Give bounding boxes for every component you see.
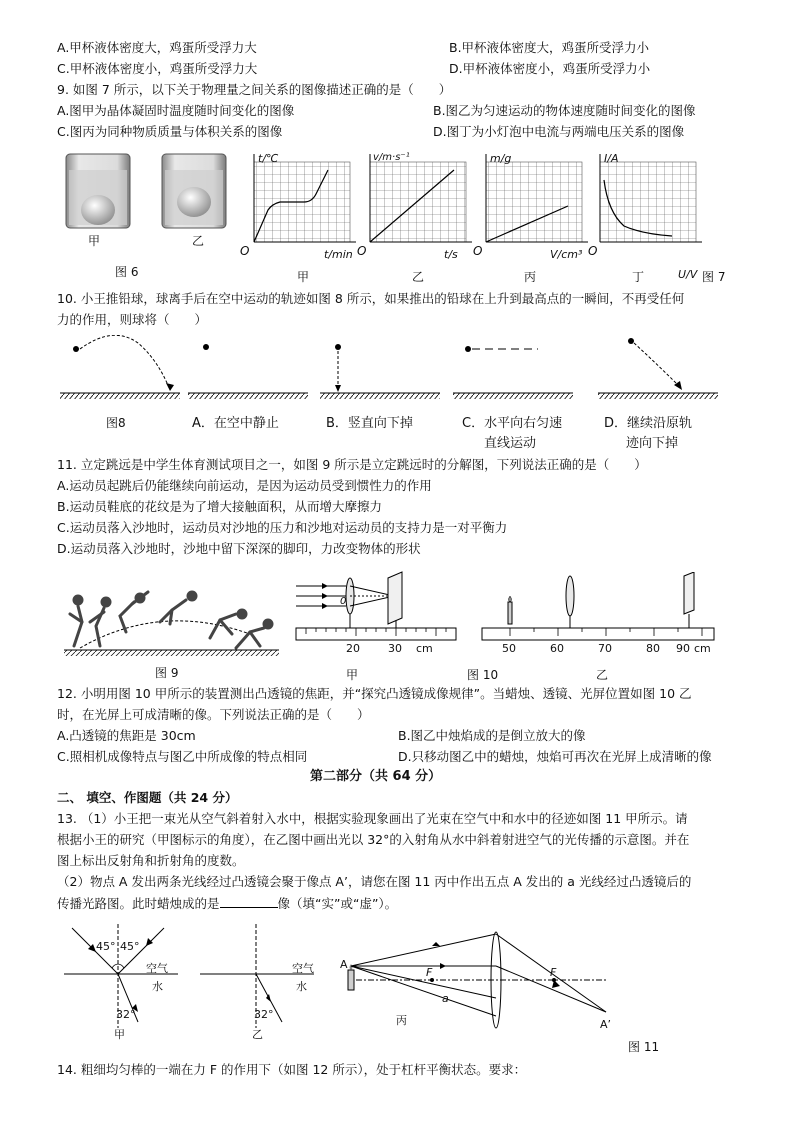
fig11-yi-air: 空气	[292, 962, 314, 975]
graph-jia-origin: O	[240, 244, 250, 258]
figure-7-caption: 图 7	[702, 270, 726, 284]
fig8-option-a: A．在空中静止	[192, 416, 279, 431]
graph-jia-xlabel: t/min	[324, 248, 353, 261]
figure-6-label-yi: 乙	[192, 234, 205, 248]
section-fill-in-title: 二、 填空、作图题（共 24 分）	[57, 790, 238, 805]
graph-bing-ylabel: m/g	[490, 152, 512, 165]
q8-option-c: C.甲杯液体密度小，鸡蛋所受浮力大	[57, 61, 258, 76]
fig11-jia-name: 甲	[114, 1028, 125, 1041]
figure-7	[232, 150, 732, 285]
q13-line1: 13. （1）小王把一束光从空气斜着射入水中，根据实验现象画出了光束在空气中和水中的径迹如图 11 甲所示。请	[57, 811, 688, 826]
q8-option-a: A.甲杯液体密度大，鸡蛋所受浮力大	[57, 40, 257, 55]
figure-10-jia-tick-20: 20	[346, 642, 360, 655]
graph-yi-xlabel: t/s	[444, 248, 458, 261]
q9-stem: 9. 如图 7 所示，以下关于物理量之间关系的图像描述正确的是（ ）	[57, 82, 452, 97]
q13-line3: 图上标出反射角和折射角的度数。	[57, 853, 245, 868]
figure-8-caption: 图8	[106, 416, 126, 430]
graph-bing-name: 丙	[524, 270, 537, 284]
figure-10-yi	[478, 572, 718, 682]
figure-6	[60, 150, 230, 280]
figure-10-yi-tick-80: 80	[646, 642, 660, 655]
graph-yi-ylabel: v/m·s⁻¹	[373, 152, 410, 163]
fig8-option-d-line2: 迹向下掉	[626, 436, 679, 451]
figure-8-drawings	[58, 335, 738, 405]
q9-option-d: D.图丁为小灯泡中电流与两端电压关系的图像	[433, 124, 685, 139]
part2-title: 第二部分（共 64 分）	[310, 769, 442, 784]
q12-option-a: A.凸透镜的焦距是 30cm	[57, 728, 196, 743]
graph-bing	[486, 154, 588, 242]
figure-10-yi-tick-60: 60	[550, 642, 564, 655]
fig11-jia-angle3: 32°	[116, 1008, 136, 1021]
graph-yi	[370, 154, 472, 242]
fig8-option-d-line1: D．继续沿原轨	[604, 416, 693, 431]
figure-11-bing	[348, 932, 606, 1028]
q9-option-c: C.图丙为同种物质质量与体积关系的图像	[57, 124, 283, 139]
q13-line5-text-a: 传播光路图。此时蜡烛成的是	[57, 896, 220, 911]
q12-stem-line1: 12. 小明用图 10 甲所示的装置测出凸透镜的焦距，并“探究凸透镜成像规律”。当蜡烛、透镜、光屏位置如图 10 乙	[57, 686, 692, 701]
fig8-option-c-line1: C．水平向右匀速	[462, 416, 563, 431]
figure-9	[60, 562, 285, 680]
fig11-jia-angle2: 45°	[120, 940, 140, 953]
figure-10-jia-tick-30: 30	[388, 642, 402, 655]
long-jump-sequence	[60, 562, 285, 657]
figure-10-yi-label: 乙	[596, 668, 609, 682]
fig11-bing-F-left: F	[426, 966, 433, 979]
graph-bing-origin: O	[473, 244, 483, 258]
q12-stem-line2: 时，在光屏上可成清晰的像。下列说法正确的是（ ）	[57, 707, 370, 722]
figure-11-caption: 图 11	[628, 1040, 660, 1054]
figure-7-graphs	[232, 150, 732, 285]
fig11-bing-A: A	[340, 958, 348, 971]
graph-yi-name: 乙	[412, 270, 425, 284]
q8-option-b: B.甲杯液体密度大，鸡蛋所受浮力小	[449, 40, 650, 55]
graph-bing-xlabel: V/cm³	[550, 248, 583, 261]
graph-yi-origin: O	[357, 244, 367, 258]
graph-ding-ylabel: I/A	[604, 152, 619, 165]
figure-10-yi-tick-50: 50	[502, 642, 516, 655]
q11-option-a: A.运动员起跳后仍能继续向前运动，是因为运动员受到惯性力的作用	[57, 478, 432, 493]
figure-8	[58, 335, 738, 450]
q13-line5	[57, 895, 397, 912]
fig11-yi-water: 水	[296, 980, 307, 993]
q13-line4: （2）物点 A 发出两条光线经过凸透镜会聚于像点 A’，请您在图 11 丙中作出五点 A 发出的 a 光线经过凸透镜后的	[57, 874, 692, 889]
fig11-yi-angle: 32°	[254, 1008, 274, 1021]
graph-jia-name: 甲	[297, 270, 310, 284]
figure-10-jia	[292, 570, 462, 682]
figure-10-jia-tick-cm: cm	[416, 642, 433, 655]
graph-jia-ylabel: t/℃	[258, 152, 279, 165]
figure-10-yi-tick-70: 70	[598, 642, 612, 655]
q11-option-b: B.运动员鞋底的花纹是为了增大接触面积，从而增大摩擦力	[57, 499, 383, 514]
fig11-bing-F-right: F	[550, 966, 557, 979]
figure-10-jia-label: 甲	[346, 668, 359, 682]
q12-option-b: B.图乙中烛焰成的是倒立放大的像	[398, 728, 586, 743]
figure-6-label-jia: 甲	[88, 234, 101, 248]
q13-line2: 根据小王的研究（甲图标示的角度），在乙图中画出光以 32°的入射角从水中斜着射进空气的光传播的示意图。并在	[57, 832, 690, 847]
figure-10-jia-lens-label: 0	[340, 596, 347, 607]
figure-10-caption: 图 10	[467, 668, 499, 682]
fig11-bing-name: 丙	[396, 1014, 407, 1027]
figure-9-caption: 图 9	[155, 666, 179, 680]
fig11-bing-A-prime: A’	[600, 1018, 612, 1031]
fig11-bing-a: a	[442, 992, 449, 1005]
q12-option-d: D.只移动图乙中的蜡烛，烛焰可再次在光屏上成清晰的像	[398, 749, 712, 764]
fig8-option-b: B．竖直向下掉	[326, 416, 413, 431]
fig8-option-c-line2: 直线运动	[484, 436, 537, 451]
q8-option-d: D.甲杯液体密度小，鸡蛋所受浮力小	[449, 61, 651, 76]
figure-11	[60, 918, 660, 1053]
fig11-jia-water: 水	[152, 980, 163, 993]
fig11-jia-angle1: 45°	[96, 940, 116, 953]
q11-stem: 11. 立定跳远是中学生体育测试项目之一，如图 9 所示是立定跳远时的分解图，下列说法正确的是（ ）	[57, 457, 647, 472]
graph-ding	[600, 154, 702, 242]
q9-option-b: B.图乙为匀速运动的物体速度随时间变化的图像	[433, 103, 696, 118]
focal-length-setup	[292, 570, 462, 650]
figure-10-yi-tick-90: 90	[676, 642, 690, 655]
fig11-jia-air: 空气	[146, 962, 168, 975]
q13-line5-text-b: 像（填“实”或“虚”）。	[277, 896, 398, 911]
graph-ding-xlabel: U/V	[678, 268, 698, 281]
q11-option-d: D.运动员落入沙地时，沙地中留下深深的脚印，力改变物体的形状	[57, 541, 421, 556]
figure-6-caption: 图 6	[115, 265, 139, 279]
beakers-illustration	[60, 150, 230, 280]
fig11-yi-name: 乙	[252, 1028, 263, 1041]
q10-stem-line2: 力的作用，则球将（ ）	[57, 312, 208, 327]
graph-jia	[254, 154, 356, 242]
figure-10-yi-tick-cm: cm	[694, 642, 711, 655]
answer-blank[interactable]	[220, 895, 278, 908]
q11-option-c: C.运动员落入沙地时，运动员对沙地的压力和沙地对运动员的支持力是一对平衡力	[57, 520, 508, 535]
q12-option-c: C.照相机成像特点与图乙中所成像的特点相同	[57, 749, 308, 764]
q14-stem: 14. 粗细均匀棒的一端在力 F 的作用下（如图 12 所示），处于杠杆平衡状态。要求：	[57, 1062, 527, 1077]
q9-option-a: A.图甲为晶体凝固时温度随时间变化的图像	[57, 103, 295, 118]
imaging-setup	[478, 572, 718, 650]
q10-stem-line1: 10. 小王推铅球，球离手后在空中运动的轨迹如图 8 所示，如果推出的铅球在上升到最高点的一瞬间，不再受任何	[57, 291, 685, 306]
figure-11-drawings	[60, 918, 660, 1038]
graph-ding-name: 丁	[632, 270, 645, 284]
graph-ding-origin: O	[588, 244, 598, 258]
